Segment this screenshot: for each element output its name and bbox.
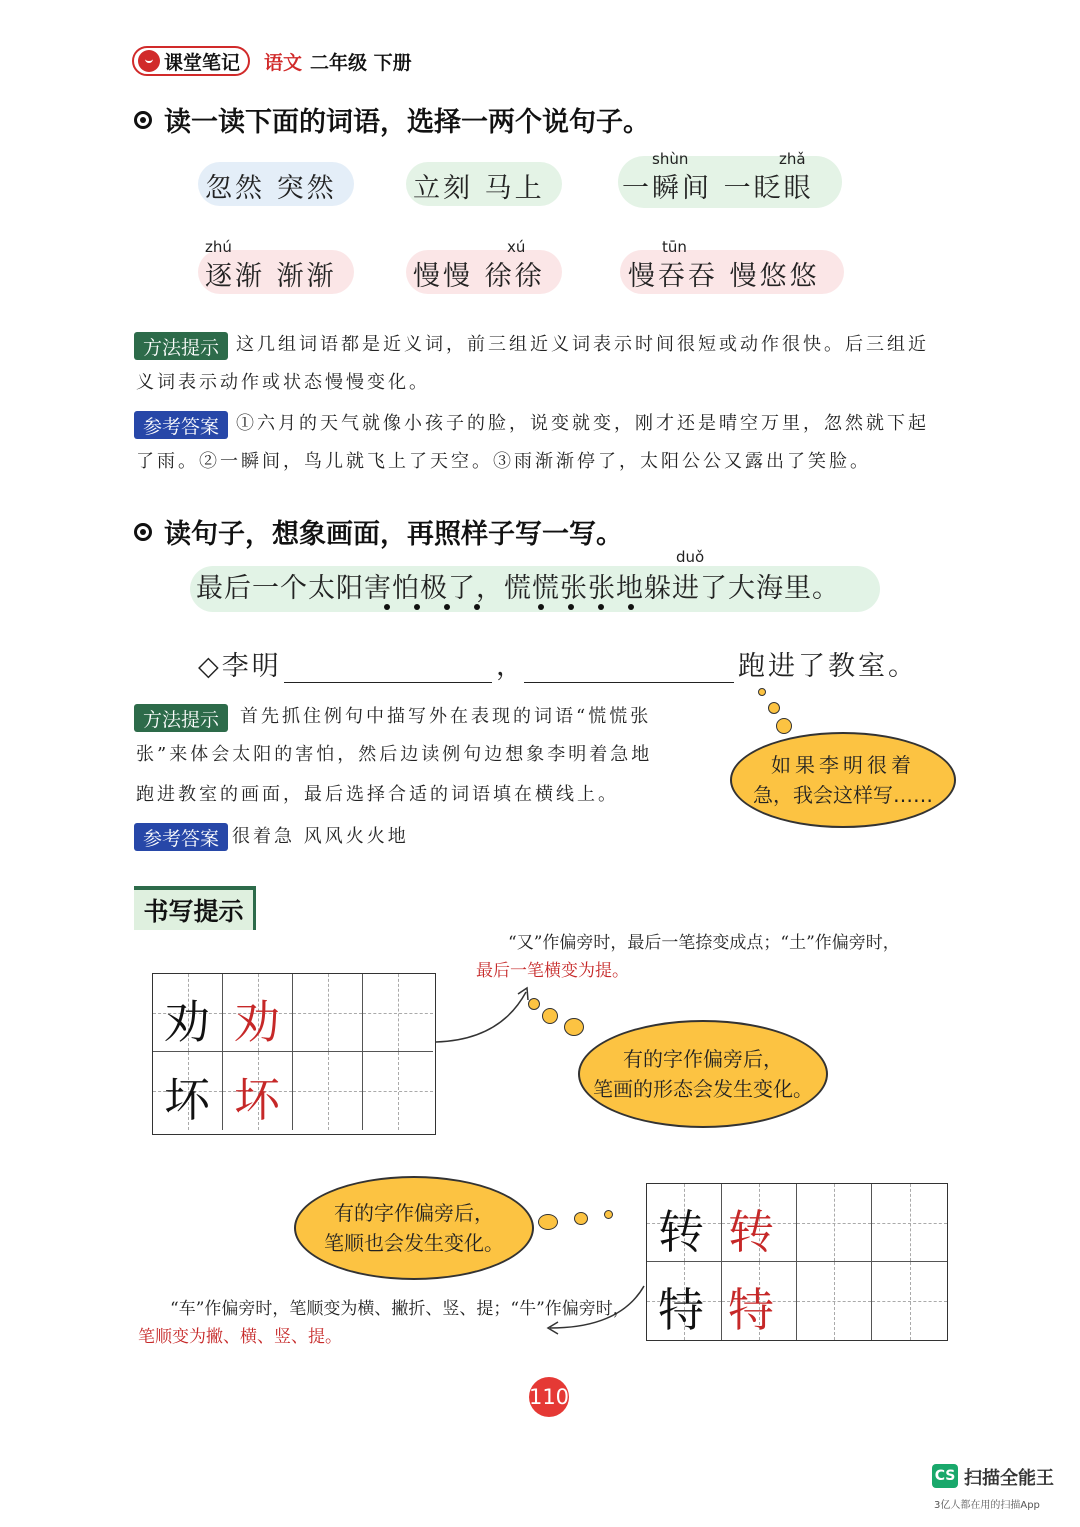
answer-tag: 参考答案 <box>134 823 228 851</box>
grid-char: 特 <box>658 1283 704 1337</box>
pinyin: zhú <box>205 238 232 256</box>
writing-note: “又”作偏旁时，最后一笔捺变成点；“土”作偏旁时， <box>508 933 900 953</box>
answer-text: ①六月的天气就像小孩子的脸，说变就变，刚才还是晴空万里，忽然就下起 <box>236 413 929 434</box>
page-number: 110 <box>529 1377 569 1417</box>
grade-label: 二年级 下册 <box>310 52 412 74</box>
bubble-dot <box>538 1214 558 1230</box>
emphasis-dot <box>444 604 450 610</box>
grid-char: 转 <box>658 1205 704 1259</box>
method-tip-tag: 方法提示 <box>134 332 228 360</box>
section2-title <box>134 512 623 551</box>
answer-text: 了雨。②一瞬间，鸟儿就飞上了天空。③雨渐渐停了，太阳公公又露出了笑脸。 <box>136 451 871 472</box>
tip-text: 张”来体会太阳的害怕，然后边读例句边想象李明着急地 <box>136 744 653 765</box>
bubble-dot <box>542 1008 558 1024</box>
app-tagline: 3亿人都在用的扫描App <box>934 1500 1040 1511</box>
writing-note: 最后一笔横变为提。 <box>476 961 629 981</box>
tip-text: 义词表示动作或状态慢慢变化。 <box>136 372 430 393</box>
bubble-text: 急，我会这样写…… <box>753 783 933 807</box>
emphasis-dot <box>474 604 480 610</box>
bubble-dot <box>528 998 540 1010</box>
section1-title-text: 读一读下面的词语，选择一两个说句子。 <box>164 107 650 138</box>
grid-char: 劝 <box>234 995 280 1049</box>
thought-bubble <box>294 1176 534 1280</box>
writing-note: 笔顺变为撇、横、竖、提。 <box>138 1327 342 1347</box>
exercise-prefix: ◇李明 <box>198 651 282 682</box>
bubble-text: 有的字作偏旁后， <box>334 1201 494 1225</box>
bubble-text: 笔画的形态会发生变化。 <box>593 1077 813 1101</box>
word-pair: 慢慢 徐徐 <box>413 261 545 292</box>
answer-tag: 参考答案 <box>134 411 228 439</box>
section1-title <box>134 100 650 139</box>
tip-text: 这几组词语都是近义词，前三组近义词表示时间很短或动作很快。后三组近 <box>236 334 929 355</box>
emphasis-dot <box>568 604 574 610</box>
pinyin: duǒ <box>676 548 705 566</box>
word-pair: 慢吞吞 慢悠悠 <box>628 261 820 292</box>
pinyin: zhǎ <box>779 150 806 168</box>
emphasis-dot <box>598 604 604 610</box>
word-pair: 立刻 马上 <box>413 173 545 204</box>
example-sentence: 最后一个太阳害怕极了，慌慌张张地躲进了大海里。 <box>196 573 840 604</box>
exercise-comma: ， <box>496 651 526 682</box>
app-name: 扫描全能王 <box>964 1468 1054 1489</box>
brand-label: 课堂笔记 <box>164 51 241 74</box>
bubble-dot <box>604 1210 613 1219</box>
tip-text: 首先抓住例句中描写外在表现的词语“慌慌张 <box>240 706 652 727</box>
emphasis-dot <box>628 604 634 610</box>
emphasis-dot <box>384 604 390 610</box>
bubble-text: 笔顺也会发生变化。 <box>324 1231 504 1255</box>
section2-title-text: 读句子，想象画面，再照样子写一写。 <box>164 519 623 550</box>
bubble-text: 如果李明很着 <box>771 753 915 777</box>
arrow-curve <box>430 980 540 1050</box>
emphasis-dot <box>538 604 544 610</box>
pinyin: shùn <box>652 150 689 168</box>
bubble-dot <box>758 688 766 696</box>
thought-bubble <box>730 732 956 828</box>
bubble-dot <box>564 1018 584 1036</box>
thought-bubble <box>578 1020 828 1128</box>
writing-tips-title: 书写提示 <box>134 886 256 930</box>
bubble-dot <box>776 718 792 734</box>
exercise-suffix: 跑进了教室。 <box>738 651 918 682</box>
bullet-circle-icon <box>134 111 152 129</box>
tip-text: 跑进教室的画面，最后选择合适的词语填在横线上。 <box>136 784 619 805</box>
pinyin: xú <box>507 238 526 256</box>
grid-char: 劝 <box>164 995 210 1049</box>
grid-char: 转 <box>728 1205 774 1259</box>
camscanner-logo-icon: CS <box>932 1464 958 1488</box>
word-pair: 逐渐 渐渐 <box>205 261 337 292</box>
method-tip-tag: 方法提示 <box>134 704 228 732</box>
answer-blank-1[interactable] <box>284 682 492 683</box>
bubble-text: 有的字作偏旁后， <box>623 1047 783 1071</box>
bubble-dot <box>768 702 780 714</box>
grid-char: 坏 <box>234 1073 280 1127</box>
writing-note: “车”作偏旁时，笔顺变为横、撇折、竖、提；“牛”作偏旁时， <box>170 1299 630 1319</box>
smile-icon <box>138 50 160 72</box>
answer-blank-2[interactable] <box>524 682 734 683</box>
word-pair: 忽然 突然 <box>205 173 337 204</box>
grid-char: 特 <box>728 1283 774 1337</box>
subject-label: 语文 <box>264 52 303 74</box>
word-pair: 一瞬间 一眨眼 <box>622 173 814 204</box>
answer-text: 很着急 风风火火地 <box>232 826 409 847</box>
brand-badge <box>132 46 250 76</box>
emphasis-dot <box>414 604 420 610</box>
bubble-dot <box>574 1212 588 1225</box>
pinyin: tūn <box>662 238 687 256</box>
bullet-circle-icon <box>134 523 152 541</box>
grid-char: 坏 <box>164 1073 210 1127</box>
